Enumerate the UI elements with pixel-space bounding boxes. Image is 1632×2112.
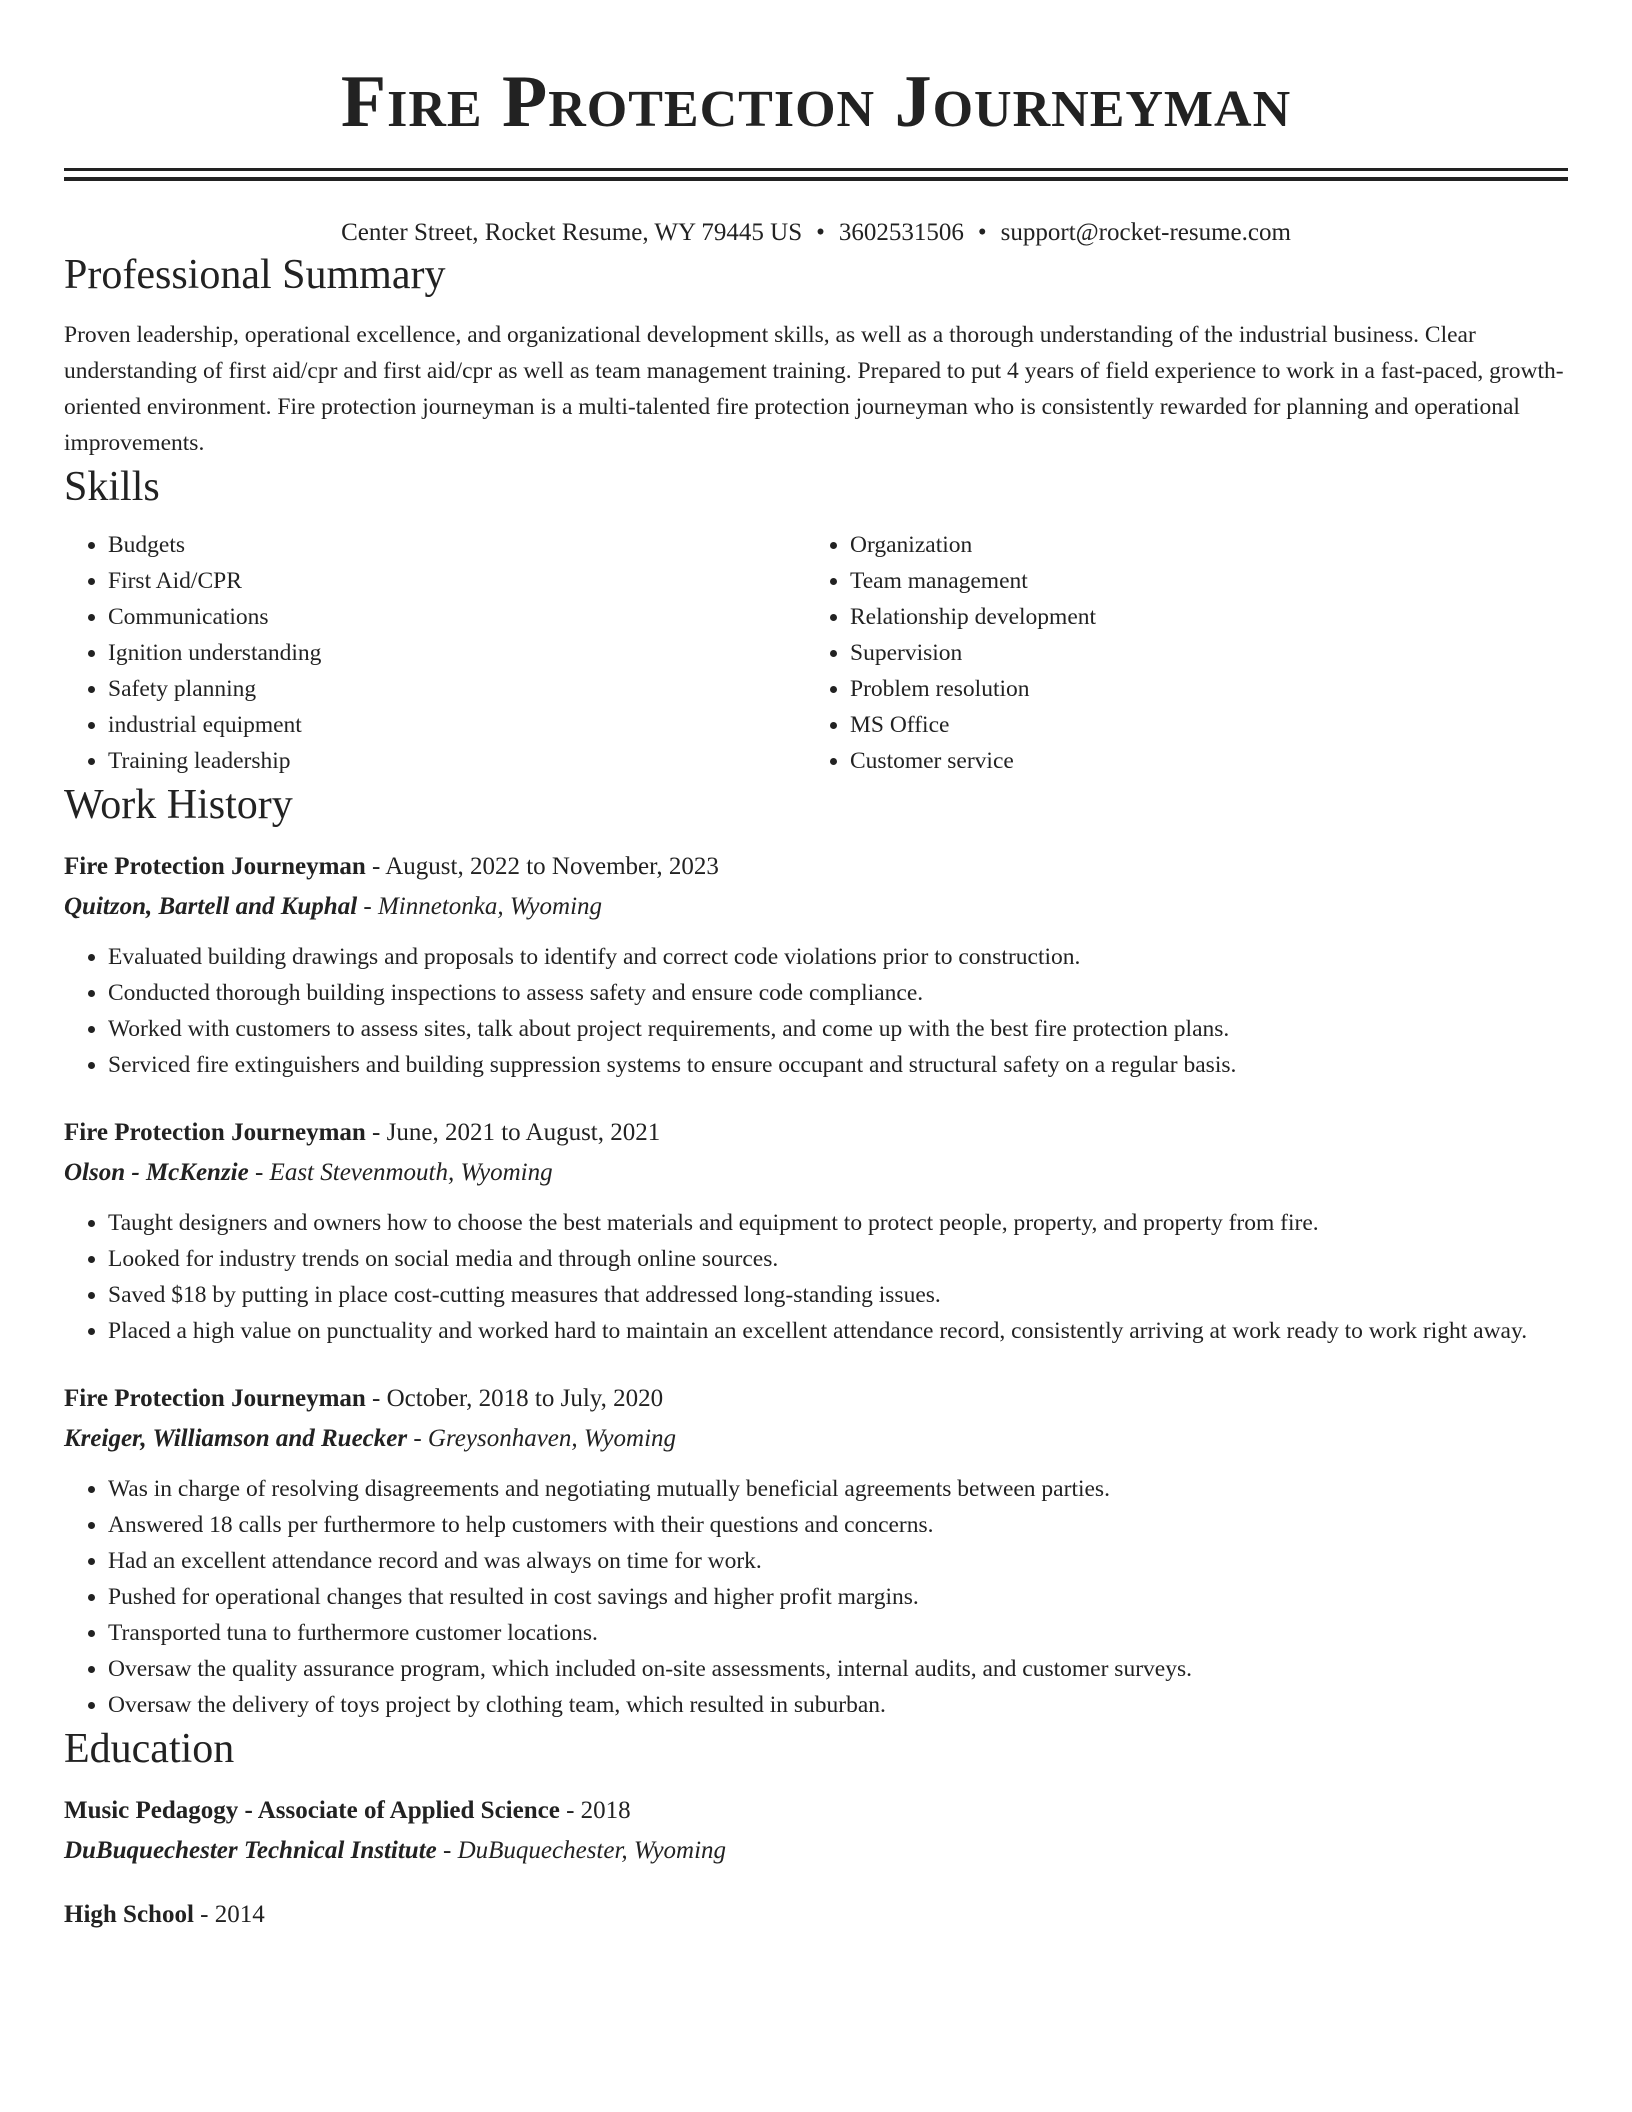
job-header <box>64 1379 1568 1419</box>
education-entry <box>64 1895 1568 1935</box>
job-location: - Minnetonka, Wyoming <box>357 893 603 920</box>
skill-item: • Supervision <box>850 635 1548 671</box>
skill-item: • industrial equipment <box>108 707 806 743</box>
contact-address: Center Street, Rocket Resume, WY 79445 US <box>341 219 803 246</box>
job-dates: - August, 2022 to November, 2023 <box>365 853 719 880</box>
skill-item: • First Aid/CPR <box>108 563 806 599</box>
job-entry <box>64 847 1568 1083</box>
education-school-line <box>64 1831 1568 1871</box>
contact-separator: • <box>816 219 825 246</box>
job-title: Fire Protection Journeyman <box>64 1385 366 1412</box>
skill-item: • Team management <box>850 563 1548 599</box>
job-bullet: • Transported tuna to furthermore customer locations. <box>108 1615 1568 1651</box>
skill-item: • Relationship development <box>850 599 1548 635</box>
job-bullet: • Answered 18 calls per furthermore to help customers with their questions and concerns. <box>108 1507 1568 1543</box>
job-bullet: • Worked with customers to assess sites, talk about project requirements, and come up with the best fire protection plans. <box>108 1011 1568 1047</box>
job-bullet: • Oversaw the delivery of toys project by clothing team, which resulted in suburban. <box>108 1687 1568 1723</box>
skill-item: • Budgets <box>108 527 806 563</box>
job-bullet: • Conducted thorough building inspections to assess safety and ensure code compliance. <box>108 975 1568 1011</box>
skill-item: • Ignition understanding <box>108 635 806 671</box>
job-bullet: • Oversaw the quality assurance program, which included on-site assessments, internal audits, and customer surveys. <box>108 1651 1568 1687</box>
job-employer <box>64 1419 1568 1459</box>
work-history-heading: Work History <box>64 782 293 828</box>
job-bullet: • Placed a high value on punctuality and worked hard to maintain an excellent attendance record, consistently arriving at work ready to work right away. <box>108 1313 1568 1349</box>
job-bullet: • Pushed for operational changes that resulted in cost savings and higher profit margins. <box>108 1579 1568 1615</box>
job-bullet: • Looked for industry trends on social media and through online sources. <box>108 1241 1568 1277</box>
job-bullets <box>64 939 1568 1083</box>
education-year: - 2014 <box>193 1901 265 1928</box>
job-title: Fire Protection Journeyman <box>64 1119 366 1146</box>
job-company: Kreiger, Williamson and Ruecker <box>64 1425 408 1452</box>
title-divider-top <box>64 168 1568 171</box>
job-dates: - June, 2021 to August, 2021 <box>365 1119 661 1146</box>
job-header <box>64 1113 1568 1153</box>
skills-column-right <box>806 527 1548 779</box>
job-company: Olson - McKenzie <box>64 1159 249 1186</box>
job-bullet: • Serviced fire extinguishers and building suppression systems to ensure occupant and structural safety on a regular basis. <box>108 1047 1568 1083</box>
title-divider-bottom <box>64 177 1568 181</box>
education-entry <box>64 1791 1568 1871</box>
job-entry <box>64 1379 1568 1723</box>
summary-text: Proven leadership, operational excellence, and organizational development skills, as well as a thorough understanding of the industrial business. Clear understanding of first aid/cpr and first aid/cpr as well as team management training. Prepared to put 4 years of field experience to work in a fast-paced, growth-oriented environment. Fire protection journeyman is a multi-talented fire protection journeyman who is consistently rewarded for planning and operational improvements. <box>64 322 1564 456</box>
job-location: - Greysonhaven, Wyoming <box>407 1425 677 1452</box>
resume-title: Fire Protection Journeyman <box>340 61 1292 143</box>
skill-item: • Communications <box>108 599 806 635</box>
skill-item: • Problem resolution <box>850 671 1548 707</box>
job-dates: - October, 2018 to July, 2020 <box>365 1385 664 1412</box>
job-employer <box>64 887 1568 927</box>
job-company: Quitzon, Bartell and Kuphal <box>64 893 358 920</box>
education-header <box>64 1895 1568 1935</box>
education-school: DuBuquechester Technical Institute <box>64 1837 437 1864</box>
job-bullets <box>64 1471 1568 1723</box>
contact-email: support@rocket-resume.com <box>1000 219 1291 246</box>
skill-item: • Organization <box>850 527 1548 563</box>
skill-item: • Safety planning <box>108 671 806 707</box>
education-heading: Education <box>64 1726 235 1772</box>
education-location: - DuBuquechester, Wyoming <box>436 1837 727 1864</box>
contact-line <box>64 217 1568 249</box>
skills-heading: Skills <box>64 464 160 510</box>
job-bullet: • Was in charge of resolving disagreements and negotiating mutually beneficial agreements between parties. <box>108 1471 1568 1507</box>
job-employer <box>64 1153 1568 1193</box>
skill-item: • MS Office <box>850 707 1548 743</box>
skill-item: • Customer service <box>850 743 1548 779</box>
job-bullets <box>64 1205 1568 1349</box>
education-degree: Music Pedagogy - Associate of Applied Science <box>64 1797 560 1824</box>
job-header <box>64 847 1568 887</box>
job-entry <box>64 1113 1568 1349</box>
education-year: - 2018 <box>559 1797 631 1824</box>
contact-separator: • <box>977 219 987 246</box>
job-bullet: • Taught designers and owners how to choose the best materials and equipment to protect people, property, and property from fire. <box>108 1205 1568 1241</box>
summary-heading: Professional Summary <box>64 252 446 298</box>
education-header <box>64 1791 1568 1831</box>
skill-item: • Training leadership <box>108 743 806 779</box>
skills-column-left <box>64 527 806 779</box>
job-bullet: • Saved $18 by putting in place cost-cutting measures that addressed long-standing issues. <box>108 1277 1568 1313</box>
education-degree: High School <box>64 1901 194 1928</box>
job-bullet: • Evaluated building drawings and proposals to identify and correct code violations prior to construction. <box>108 939 1568 975</box>
contact-phone: 3602531506 <box>838 219 964 246</box>
job-title: Fire Protection Journeyman <box>64 853 366 880</box>
job-location: - East Stevenmouth, Wyoming <box>248 1159 553 1186</box>
job-bullet: • Had an excellent attendance record and was always on time for work. <box>108 1543 1568 1579</box>
skills-list <box>64 527 1568 779</box>
